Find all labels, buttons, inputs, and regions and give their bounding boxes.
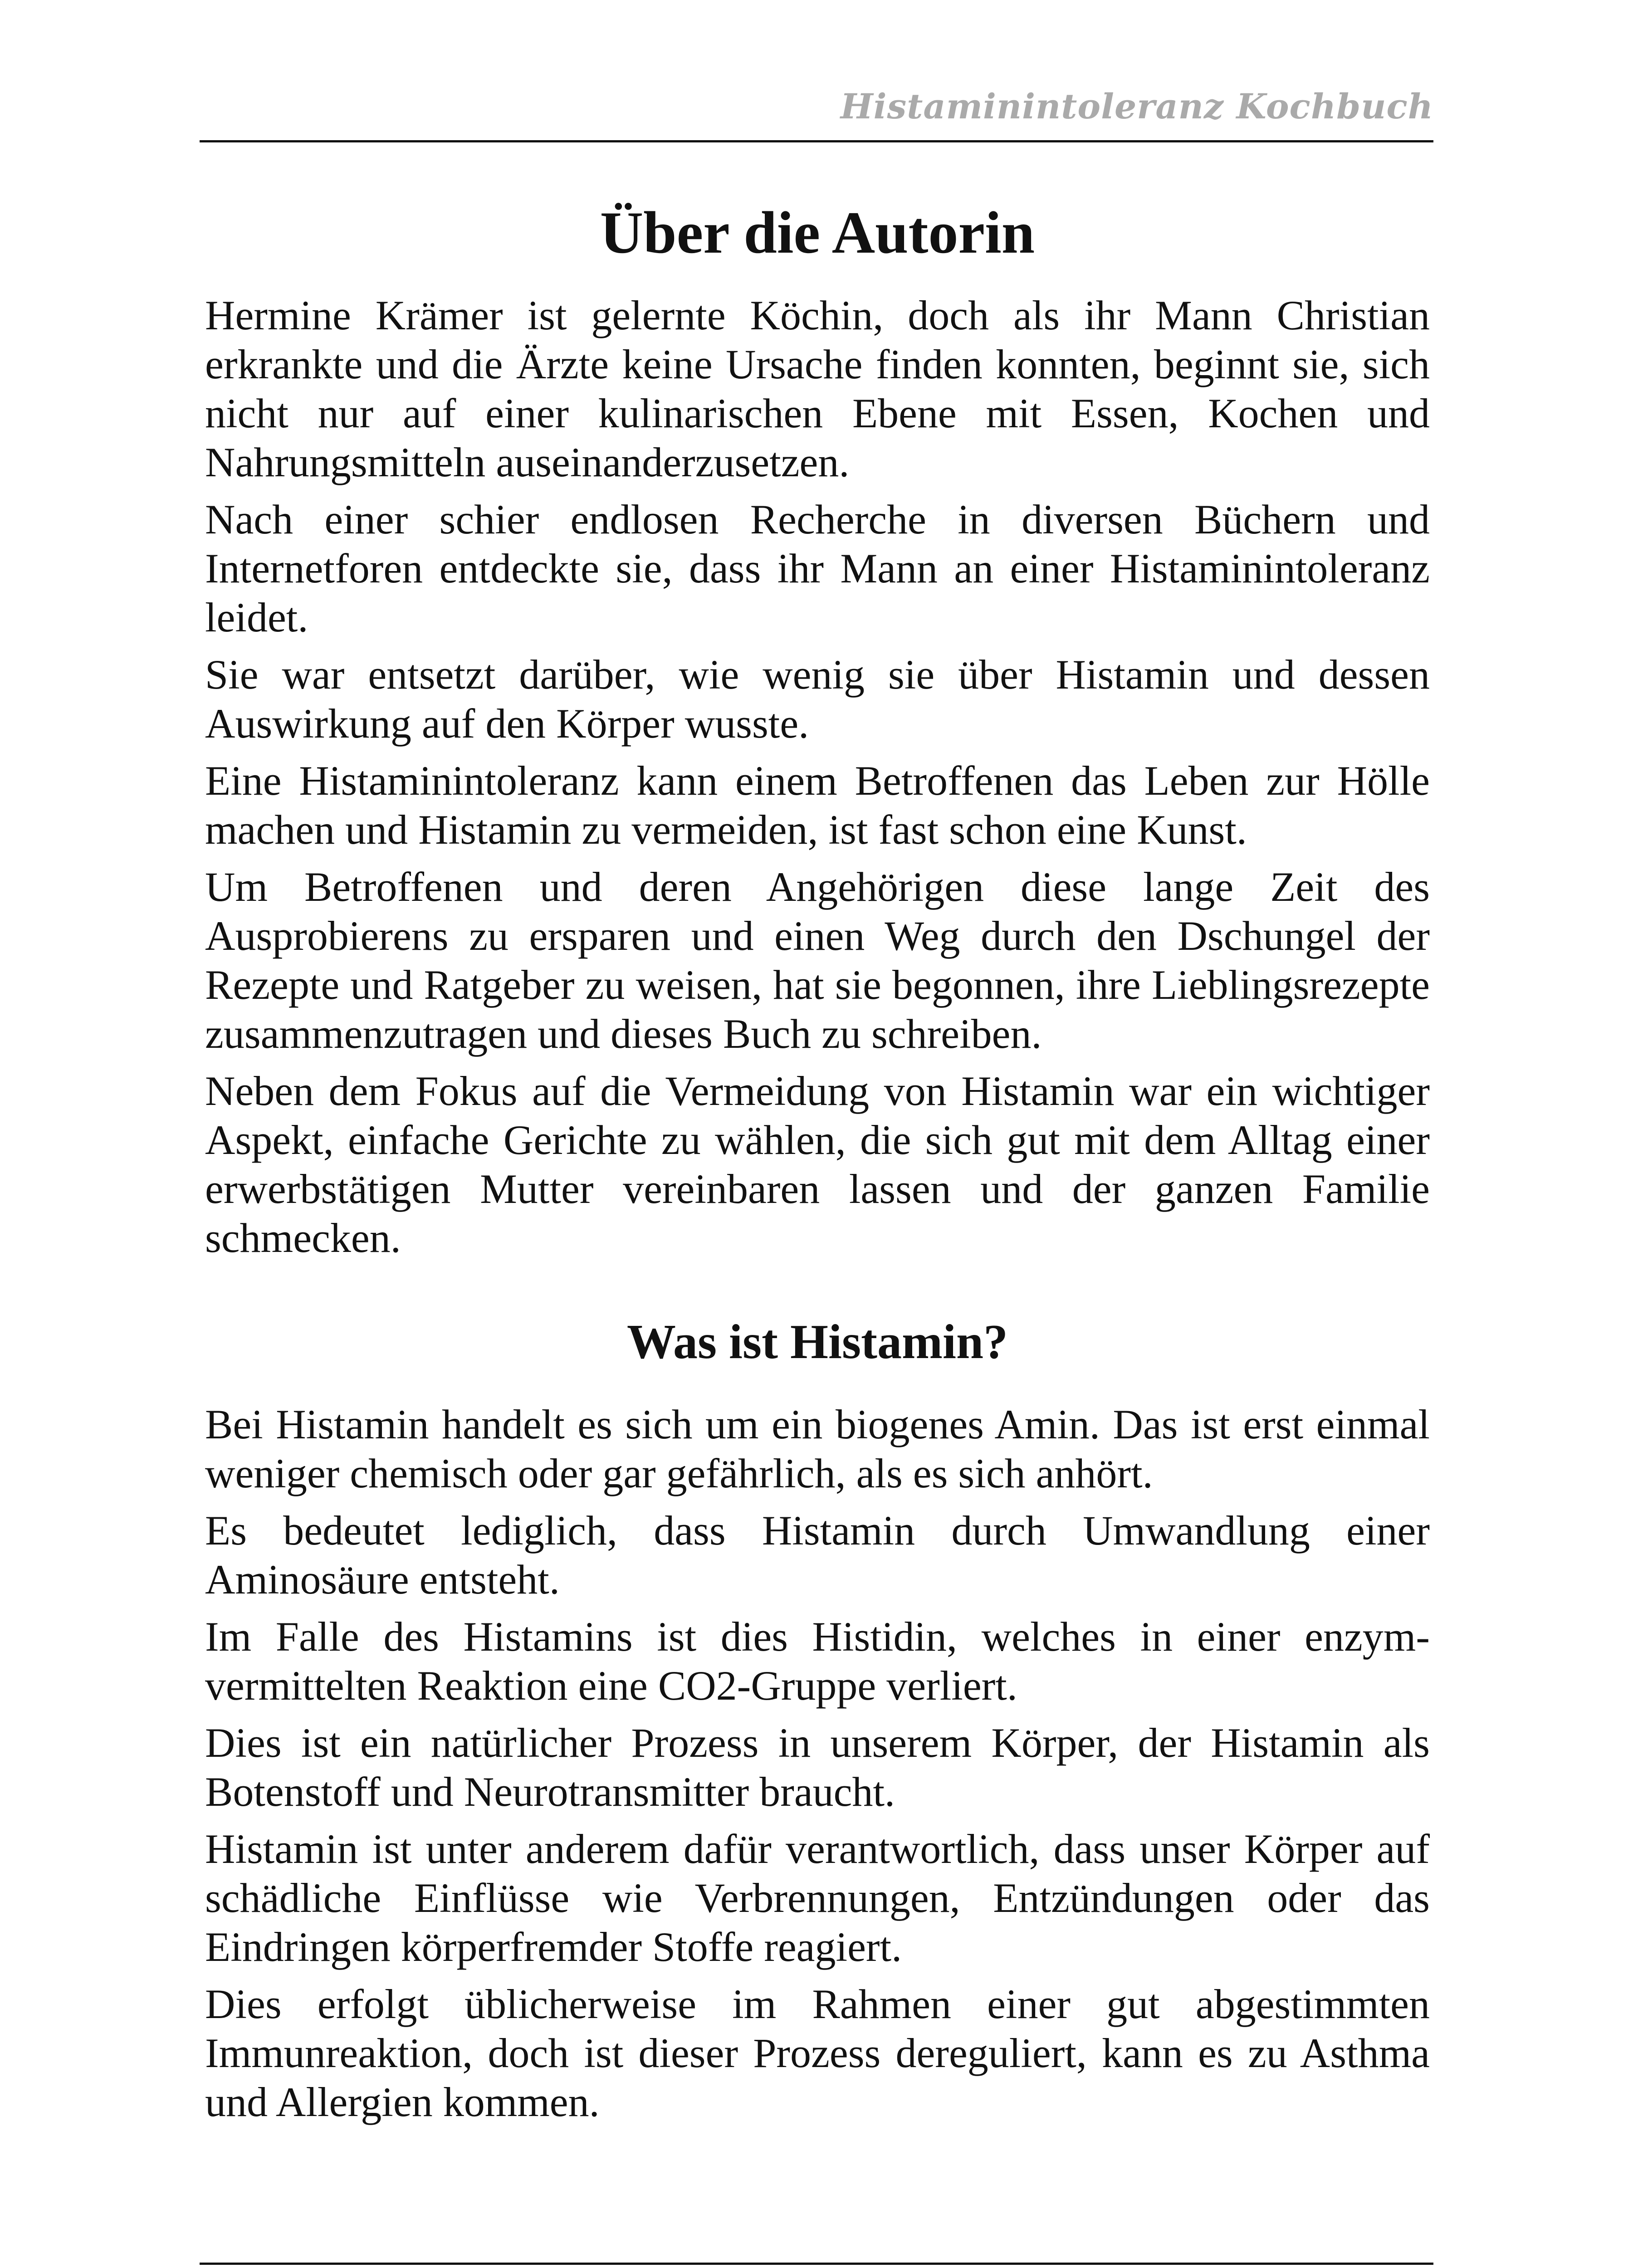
author-paragraph: Nach einer schier endlosen Recherche in diversen Büchern und Internetforen entdeckte sie, dass ihr Mann an einer Histaminintoleranz leidet.	[205, 496, 1430, 640]
footer-rule	[200, 2263, 1433, 2265]
author-paragraph: Um Betroffenen und deren Angehörigen diese lange Zeit des Ausprobierens zu ersparen und einen Weg durch den Dschungel der Rezepte und Ratgeber zu weisen, hat sie begonnen, ihre Lieblingsrezepte zusammenzutragen und dieses Buch zu schreiben.	[205, 864, 1430, 1057]
histamine-paragraph: Bei Histamin handelt es sich um ein biogenes Amin. Das ist erst einmal weniger chemisch oder gar gefährlich, als es sich anhört.	[205, 1401, 1430, 1496]
section-title-author: Über die Autorin	[600, 199, 1035, 266]
running-header: Histaminintoleranz Kochbuch	[840, 86, 1433, 127]
header-rule	[200, 140, 1433, 142]
histamine-paragraph: Dies erfolgt üblicherweise im Rahmen einer gut abgestimmten Immunreaktion, doch ist dieser Prozess dereguliert, kann es zu Asthma und Allergien kommen.	[205, 1981, 1430, 2125]
author-paragraph: Eine Histaminintoleranz kann einem Betroffenen das Leben zur Hölle machen und Histamin zu vermeiden, ist fast schon eine Kunst.	[205, 758, 1430, 853]
section-title-histamine: Was ist Histamin?	[626, 1315, 1008, 1369]
author-paragraph: Hermine Krämer ist gelernte Köchin, doch als ihr Mann Christian erkrankte und die Ärzte keine Ursache finden konnten, beginnt sie, sich nicht nur auf einer kulinarischen Ebene mit Essen, Kochen und Nahrungsmitteln auseinanderzusetzen.	[205, 292, 1430, 485]
author-paragraph: Sie war entsetzt darüber, wie wenig sie über Histamin und dessen Auswirkung auf den Körper wusste.	[205, 651, 1430, 747]
histamine-paragraph: Histamin ist unter anderem dafür verantwortlich, dass unser Körper auf schädliche Einflüsse wie Verbrennungen, Entzündungen oder das Eindringen körperfremder Stoffe reagiert.	[205, 1826, 1430, 1970]
histamine-paragraph: Dies ist ein natürlicher Prozess in unserem Körper, der Histamin als Botenstoff und Neurotransmitter braucht.	[205, 1720, 1430, 1815]
author-paragraph: Neben dem Fokus auf die Vermeidung von Histamin war ein wichtiger Aspekt, einfache Gerichte zu wählen, die sich gut mit dem Alltag einer erwerbstätigen Mutter vereinbaren lassen und der ganzen Familie schmecken.	[205, 1068, 1430, 1261]
histamine-paragraph: Es bedeutet lediglich, dass Histamin durch Umwandlung einer Aminosäure entsteht.	[205, 1507, 1430, 1603]
histamine-paragraph: Im Falle des Histamins ist dies Histidin, welches in einer enzym-vermittelten Reaktion eine CO2-Gruppe verliert.	[205, 1613, 1430, 1709]
page-content	[205, 195, 1430, 2135]
